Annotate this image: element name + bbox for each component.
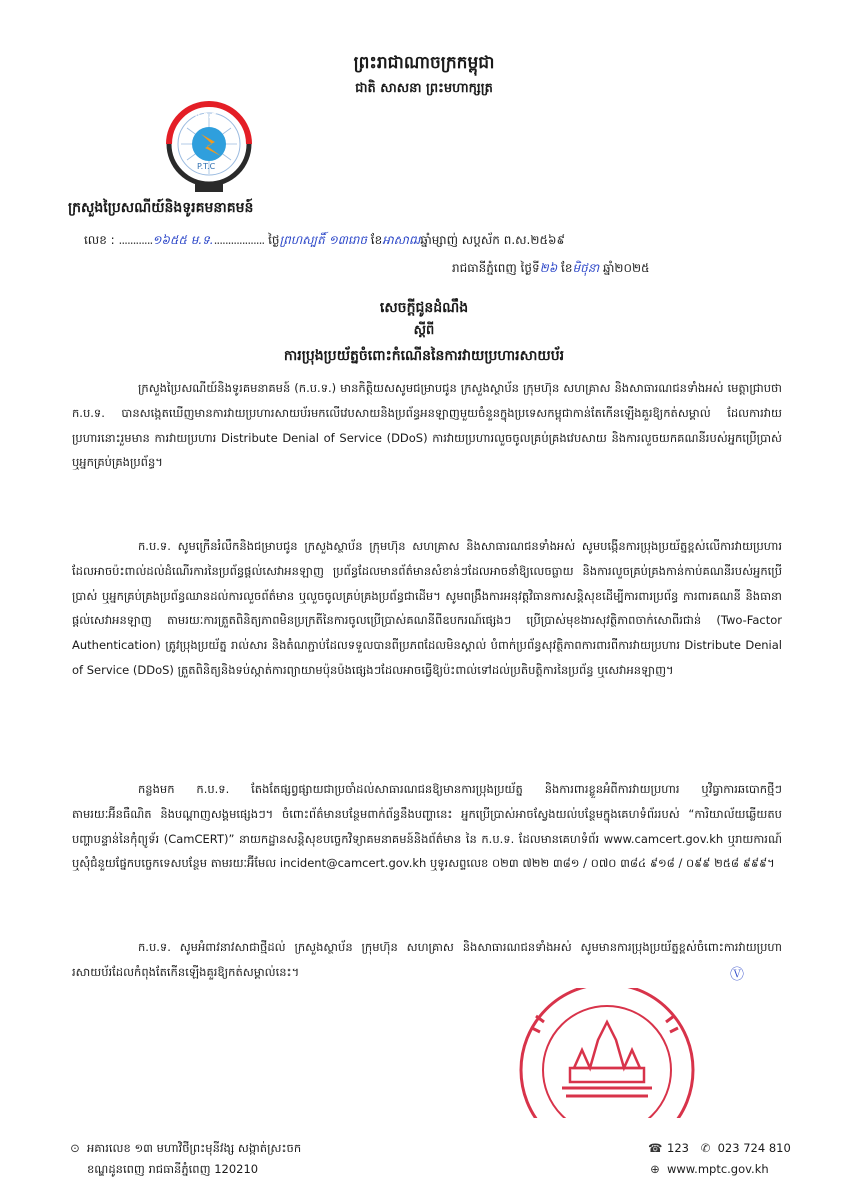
location-pin-icon: ⊙ [70, 1141, 80, 1155]
ministry-logo [155, 96, 263, 196]
logo-text-bottom: P.T.C [197, 162, 216, 171]
reference-number: ១៦៥៥ ម.ទ. [152, 233, 214, 247]
date-day: ២៦ [539, 261, 558, 275]
footer-contact [648, 1138, 791, 1180]
date-line [452, 260, 650, 278]
address-line-2: ខណ្ឌដូនពេញ រាជធានីភ្នំពេញ 120210 [87, 1162, 259, 1176]
month-prefix: ខែ [561, 261, 573, 275]
paragraph-1: ក្រសួងប្រៃសណីយ៍និងទូរគមនាគមន៍ (ក.ប.ទ.) មានកិត្តិយសសូមជម្រាបជូន ក្រសួងស្ថាប័ន ក្រុមហ៊ុន សហគ្រាស និងសាធារណជនទាំងអស់ មេត្តាជ្រាបថា ក.ប.ទ. បានសង្កេតឃើញមានការវាយប្រហារសាយប័រមកលើវេបសាយនិងប្រព័ន្ធអនឡាញមួយចំនួនក្នុងប្រទេសកម្ពុជាកាន់តែកើនឡើងគួរឱ្យកត់សម្គាល់ ដែលការវាយប្រហារនោះរួមមាន ការវាយប្រហារ Distribute Denial of Service (DDoS) ការវាយប្រហារលួចចូលគ្រប់គ្រងវេបសាយ និងការលួចយកគណនីរបស់អ្នកប្រើប្រាស់ ឬអ្នកគ្រប់គ្រងប្រព័ន្ធ។ [72, 381, 782, 470]
notice-subject: ការប្រុងប្រយ័ត្នចំពោះកំណើននៃការវាយប្រហារសាយប័រ [283, 348, 565, 364]
paragraph-2: ក.ប.ទ. សូមក្រើនរំលឹកនិងជម្រាបជូន ក្រសួងស្ថាប័ន ក្រុមហ៊ុន សហគ្រាស និងសាធារណជនទាំងអស់ សូមបង្កើនការប្រុងប្រយ័ត្នខ្ពស់លើការវាយប្រហារដែលអាចប៉ះពាល់ដល់ដំណើរការនៃប្រព័ន្ធផ្តល់សេវាអនឡាញ ប្រព័ន្ធដែលមានព័ត៌មានសំខាន់ៗដែលអាចនាំឱ្យលេចធ្លាយ និងការលួចគ្រប់គ្រងកាន់កាប់គណនីរបស់អ្នកប្រើប្រាស់ ឬអ្នកគ្រប់គ្រងប្រព័ន្ធឈានដល់ការលួចព័ត៌មាន ឬលួចចូលគ្រប់គ្រងប្រព័ន្ធជាដើម។ សូមពង្រឹងការអនុវត្តវិធានការសន្តិសុខដើម្បីការពារប្រព័ន្ធ ការពារគណនី និងធានាផ្តល់សេវាអនឡាញ តាមរយៈការត្រួតពិនិត្យភាពមិនប្រក្រតីនៃការចូលប្រើប្រាស់គណនីពីឧបករណ៍ផ្សេងៗ ប្រើប្រាស់មុខងារសុវត្ថិភាពចាក់សោពីរជាន់ (Two-Factor Authentication) ត្រូវប្រុងប្រយ័ត្ន រាល់សារ និងតំណភ្ជាប់ដែលទទួលបានពីប្រភពដែលមិនស្គាល់ បំពាក់ប្រព័ន្ធសុវត្ថិភាពការពារពីការវាយប្រហារ Distribute Denial of Service (DDoS) ត្រួតពិនិត្យនិងទប់ស្កាត់ការព្យាយាមប៉ុនប៉ងផ្សេងៗដែលអាចធ្វើឱ្យប៉ះពាល់ទៅដល់ប្រតិបត្តិការនៃប្រព័ន្ធ ឬសេវាអនឡាញ។ [72, 539, 782, 677]
date-year: ឆ្នាំ២០២៥ [602, 261, 650, 275]
paragraph-4: ក.ប.ទ. សូមអំពាវនាវសាជាថ្មីដល់ ក្រសួងស្ថាប័ន ក្រុមហ៊ុន សហគ្រាស និងសាធារណជនទាំងអស់ សូមមានការប្រុងប្រយ័ត្នខ្ពស់ចំពោះការវាយប្រហារសាយប័រដែលកំពុងតែកើនឡើងគួរឱ្យកត់សម្គាល់នេះ។ [72, 940, 782, 979]
ministry-name: ក្រសួងប្រៃសណីយ៍និងទូរគមនាគមន៍ [68, 200, 254, 216]
paragraph-3: កន្លងមក ក.ប.ទ. តែងតែផ្សព្វផ្សាយជាប្រចាំដល់សាធារណជនឱ្យមានការប្រុងប្រយ័ត្ន និងការពារខ្លួនអំពីការវាយប្រហារ ឬវិធ្វាការឆបោកថ្មីៗតាមរយៈអ៊ីនធឺណិត និងបណ្តាញសង្គមផ្សេងៗ។ ចំពោះព័ត៌មានបន្ថែមពាក់ព័ន្ធនឹងបញ្ហានេះ អ្នកប្រើប្រាស់អាចស្វែងយល់បន្ថែមក្នុងគេហទំព័ររបស់ “ការិយាល័យឆ្លើយតបបញ្ហាបន្ទាន់នៃកុំព្យូទ័រ (CamCERT)” នាយកដ្ឋានសន្តិសុខបច្ចេកវិទ្យាគមនាគមន៍និងព័ត៌មាន នៃ ក.ប.ទ. ដែលមានគេហទំព័រ www.camcert.gov.kh ឬរាយការណ៍ ឬសុំជំនួយផ្នែកបច្ចេកទេសបន្ថែម តាមរយៈអ៊ីមែល incident@camcert.gov.kh ឬទូរសព្ទលេខ ០២៣ ៧២២ ៣៨១ / ០៧០ ៣៨៤ ៩១៨ / ០៩៩ ២៥៨ ៩៩៩។ [72, 782, 782, 871]
reference-line: លេខ : ............១៦៥៥ ម.ទ................... ថ្ងៃព្រហស្បតិ៍ ១៣រោច ខែអាសាឍឆ្នាំម្សាញ់ សប្តស័ក ព.ស.២៥៦៩ [84, 233, 565, 247]
notice-about: ស្តីពី [413, 323, 435, 338]
lunar-suffix: ឆ្នាំម្សាញ់ សប្តស័ក ព.ស.២៥៦៩ [420, 233, 565, 247]
footer-address [68, 1138, 301, 1180]
hotline-icon: ☎ [648, 1141, 663, 1155]
kingdom-title: ព្រះរាជាណាចក្រកម្ពុជា [353, 53, 495, 73]
official-stamp [512, 988, 702, 1118]
lunar-month-prefix: ខែ [370, 233, 383, 247]
lunar-month: អាសាឍ [382, 233, 421, 247]
website-link[interactable]: www.mptc.gov.kh [667, 1162, 769, 1176]
notice-title: សេចក្តីជូនដំណឹង [379, 300, 469, 316]
globe-icon: ⊕ [650, 1162, 660, 1176]
address-line-1: អគារលេខ ១៣ មហាវិថីព្រះមុនីវង្ស សង្កាត់ស្រះចក [87, 1141, 302, 1155]
lunar-day: ព្រហស្បតិ៍ ១៣រោច [279, 233, 367, 247]
national-motto: ជាតិ សាសនា ព្រះមហាក្សត្រ [355, 81, 493, 96]
logo-text-top: ប.ទ.ក [195, 111, 217, 120]
date-month: មិថុនា [572, 261, 600, 275]
phone-icon: ✆ [700, 1141, 711, 1155]
reference-label: លេខ : [84, 233, 115, 247]
phone-number: 023 724 810 [717, 1141, 791, 1155]
hotline-number: 123 [667, 1141, 689, 1155]
signature-mark: Ⓥ [730, 967, 744, 983]
city-prefix: រាជធានីភ្នំពេញ ថ្ងៃទី [452, 261, 540, 275]
lunar-prefix: ថ្ងៃ [268, 233, 280, 247]
